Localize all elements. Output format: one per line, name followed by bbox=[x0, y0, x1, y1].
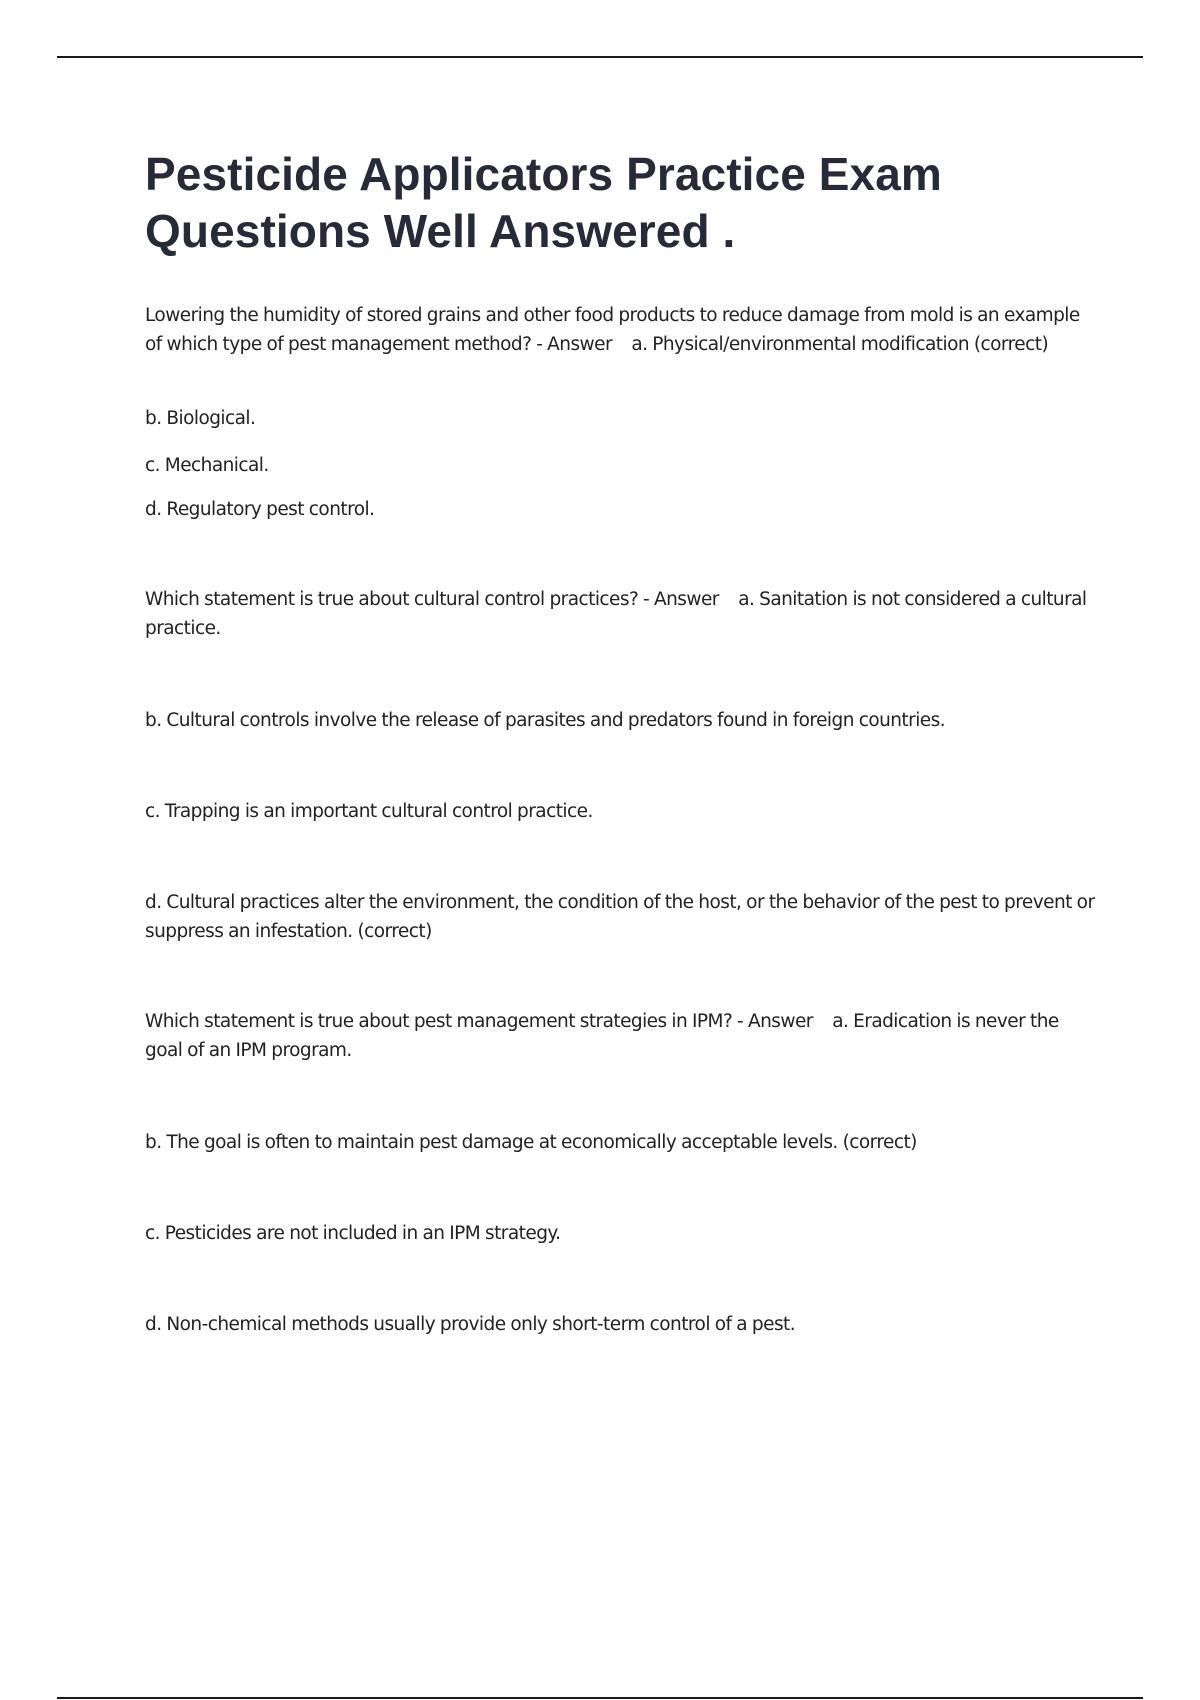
question-3-option-b: b. The goal is often to maintain pest damage at economically acceptable levels. (correct) bbox=[145, 1132, 917, 1153]
question-2-option-d: d. Cultural practices alter the environment, the condition of the host, or the behavior of the pest to prevent or suppress an infestation. (correct) bbox=[145, 892, 1095, 942]
question-2 bbox=[145, 585, 1095, 643]
question-3-text: Which statement is true about pest management strategies in IPM? - Answer bbox=[145, 1011, 813, 1032]
question-1-text: Lowering the humidity of stored grains and other food products to reduce damage from mold is an example of which type of pest management method? - Answer bbox=[145, 305, 1080, 355]
question-3-option-a: a. Eradication is never the goal of an IPM program. bbox=[145, 1011, 1059, 1061]
question-2-option-c: c. Trapping is an important cultural control practice. bbox=[145, 801, 593, 822]
question-1-option-a: a. Physical/environmental modification (correct) bbox=[631, 334, 1049, 355]
question-3-option-d: d. Non-chemical methods usually provide only short-term control of a pest. bbox=[145, 1314, 796, 1335]
question-2-option-a: a. Sanitation is not considered a cultural practice. bbox=[145, 589, 1087, 639]
question-1 bbox=[145, 301, 1095, 359]
question-1-option-b: b. Biological. bbox=[145, 408, 256, 429]
top-rule bbox=[57, 56, 1143, 58]
document-title: Pesticide Applicators Practice Exam Questions Well Answered . bbox=[145, 148, 942, 257]
question-3-option-c: c. Pesticides are not included in an IPM strategy. bbox=[145, 1223, 561, 1244]
bottom-rule bbox=[57, 1697, 1143, 1699]
question-1-option-d: d. Regulatory pest control. bbox=[145, 499, 375, 520]
question-3 bbox=[145, 1007, 1095, 1065]
question-2-text: Which statement is true about cultural control practices? - Answer bbox=[145, 589, 719, 610]
question-2-option-b: b. Cultural controls involve the release of parasites and predators found in foreign countries. bbox=[145, 710, 946, 731]
question-1-option-c: c. Mechanical. bbox=[145, 455, 269, 476]
